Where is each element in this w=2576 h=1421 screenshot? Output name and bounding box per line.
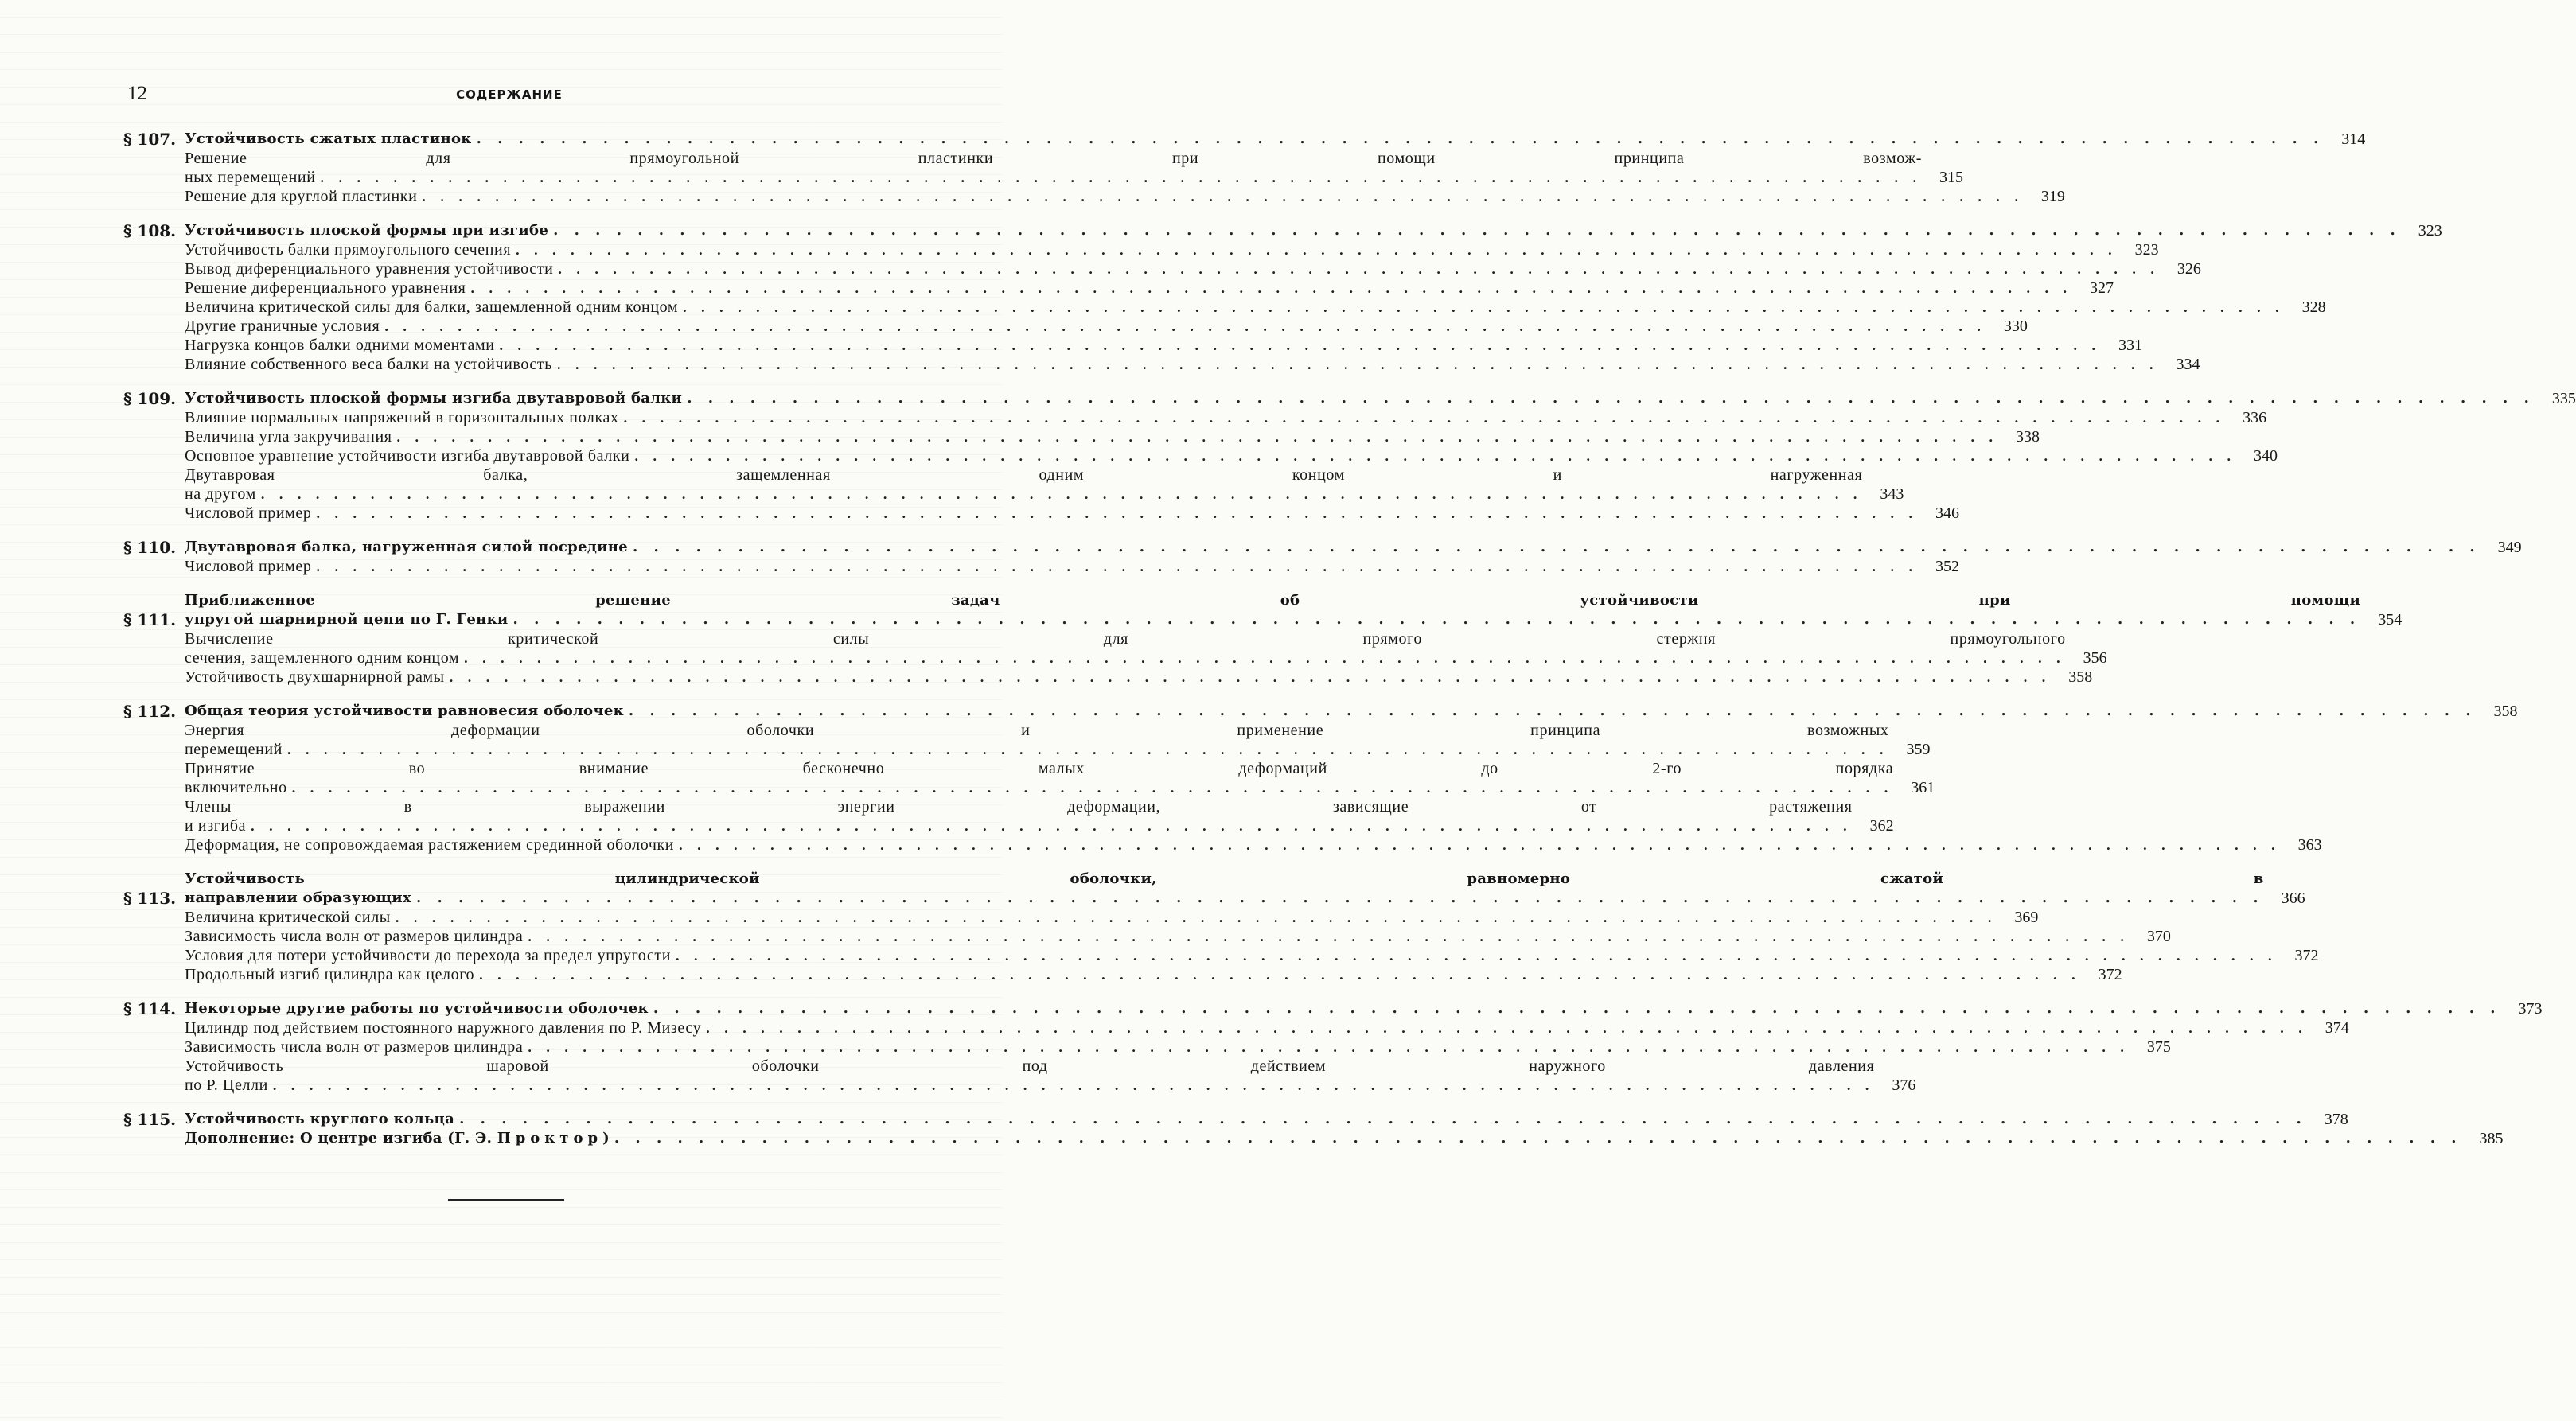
entry-text [185, 504, 1918, 523]
page-number: 12 [127, 83, 147, 104]
entry-leader-line [185, 946, 2278, 965]
dot-leader [422, 187, 2024, 206]
section-heading [123, 1110, 2348, 1129]
entry-leader-line [185, 130, 2324, 149]
entry-last-line: и изгиба [185, 817, 247, 835]
entry-leader-line [185, 317, 1986, 336]
entry-text [185, 427, 1998, 446]
entry-leader-line [185, 355, 2158, 374]
dot-leader [653, 999, 2501, 1018]
section-heading [123, 702, 2518, 721]
entry-last-line: на другом [185, 485, 256, 503]
entry-leader-line [185, 908, 1997, 927]
entry-text [185, 629, 2066, 668]
toc-entry [123, 759, 1935, 797]
entry-text [185, 336, 2101, 355]
toc-entry [123, 557, 1960, 576]
page-ref: 373 [2518, 1000, 2543, 1018]
toc-entry [123, 408, 2267, 427]
page-ref: 372 [2294, 947, 2319, 964]
entry-last-line: Устойчивость плоской формы при изгибе [185, 222, 549, 239]
dot-leader [614, 1129, 2462, 1148]
entry-text [185, 1057, 1874, 1095]
dot-leader [450, 668, 2052, 687]
page-ref: 315 [1939, 169, 1964, 186]
page-ref: 330 [2003, 317, 2028, 335]
entry-text [185, 946, 2278, 965]
toc-entry [123, 149, 1964, 187]
section-title [185, 999, 2501, 1018]
section-heading [123, 538, 2522, 557]
section-heading [123, 870, 2305, 908]
section-title [185, 591, 2360, 629]
toc-entry [123, 668, 2093, 687]
toc-entry [123, 187, 2065, 206]
page-ref: 328 [2301, 298, 2326, 316]
dot-leader [558, 259, 2160, 278]
page-ref: 338 [2016, 428, 2040, 446]
entry-line: Энергия деформации оболочки и применение принципа возможных [185, 722, 1889, 739]
entry-line: Члены в выражении энергии деформации, зависящие от растяжения [185, 798, 1853, 816]
toc-entry [123, 427, 2040, 446]
toc-entry [123, 965, 2122, 984]
page-ref: 331 [2118, 337, 2143, 354]
section-number: § 109. [123, 389, 177, 408]
entry-text [185, 668, 2051, 687]
dot-leader [464, 648, 2066, 668]
entry-leader-line [185, 835, 2281, 855]
entry-text [185, 259, 2160, 278]
entry-leader-line [185, 816, 1853, 835]
entry-leader-line [185, 504, 1918, 523]
entry-last-line: Решение для круглой пластинки [185, 188, 418, 205]
page-ref: 352 [1935, 558, 1960, 575]
entry-last-line: Цилиндр под действием постоянного наружного давления по Р. Мизесу [185, 1019, 702, 1037]
entry-leader-line [185, 187, 2024, 206]
dot-leader [479, 965, 2081, 984]
entry-last-line: Числовой пример [185, 504, 312, 522]
page-ref: 335 [2551, 390, 2576, 407]
dot-leader [459, 1110, 2307, 1129]
page-ref: 334 [2176, 356, 2200, 373]
toc-section [123, 389, 2576, 523]
entry-leader-line [185, 557, 1918, 576]
page-ref: 323 [2418, 222, 2442, 239]
entry-last-line: включительно [185, 779, 287, 796]
page-ref: 362 [1869, 817, 1894, 835]
entry-leader-line [185, 668, 2051, 687]
toc-entry [123, 298, 2326, 317]
entry-text [185, 408, 2225, 427]
toc-entry [123, 446, 2278, 465]
entry-last-line: Условия для потери устойчивости до перехода за предел упругости [185, 947, 671, 964]
page-ref: 372 [2098, 966, 2122, 983]
entry-text [185, 797, 1853, 835]
toc-entry [123, 1057, 1916, 1095]
section-heading [123, 591, 2403, 629]
entry-last-line: Другие граничные условия [185, 317, 380, 335]
toc-entry [123, 721, 1931, 759]
toc-entry [123, 797, 1894, 835]
toc-entry [123, 927, 2171, 946]
toc-entry [123, 908, 2039, 927]
entry-leader-line [185, 427, 1998, 446]
dot-leader [321, 168, 1923, 187]
entry-text [185, 1038, 2130, 1057]
entry-last-line: Вывод диференциального уравнения устойчивости [185, 260, 554, 278]
toc-entry [123, 1038, 2171, 1057]
table-of-contents [123, 130, 2576, 1148]
appendix-prefix: Дополнение: О центре изгиба (Г. Э. [185, 1130, 497, 1147]
appendix-title [185, 1129, 610, 1148]
entry-text [185, 465, 1862, 504]
entry-text [185, 759, 1893, 797]
entry-text [185, 446, 2236, 465]
toc-entry [123, 504, 1960, 523]
appendix-suffix: ) [602, 1130, 610, 1147]
page-ref: 354 [2378, 611, 2403, 629]
page-ref: 370 [2146, 928, 2171, 945]
entry-leader-line [185, 408, 2225, 427]
page-ref: 343 [1880, 485, 1904, 503]
entry-last-line: ных перемещений [185, 169, 316, 186]
entry-last-line: Величина угла закручивания [185, 428, 392, 446]
section-number: § 115. [123, 1110, 177, 1129]
entry-last-line: перемещений [185, 741, 283, 758]
dot-leader [557, 355, 2159, 374]
dot-leader [687, 389, 2535, 408]
dot-leader [634, 446, 2236, 465]
toc-entry [123, 317, 2028, 336]
section-title [185, 538, 2481, 557]
entry-text [185, 278, 2072, 298]
dot-leader [516, 240, 2118, 259]
entry-last-line: Устойчивость балки прямоугольного сечения [185, 241, 512, 259]
entry-last-line: Зависимость числа волн от размеров цилиндра [185, 1038, 524, 1056]
entry-leader-line [185, 999, 2501, 1018]
toc-section [123, 591, 2403, 687]
entry-last-line: Величина критической силы [185, 909, 391, 926]
section-title [185, 870, 2264, 908]
toc-entry [123, 629, 2107, 668]
appendix-entry [123, 1129, 2504, 1148]
page-ref: 326 [2177, 260, 2201, 278]
entry-text [185, 835, 2281, 855]
page-ref: 314 [2341, 130, 2366, 148]
entry-leader-line [185, 298, 2285, 317]
entry-last-line: по Р. Целли [185, 1076, 268, 1094]
entry-leader-line [185, 221, 2401, 240]
page-ref: 376 [1892, 1076, 1916, 1094]
page-ref: 359 [1906, 741, 1931, 758]
dot-leader [251, 816, 1853, 835]
toc-entry [123, 465, 1904, 504]
dot-leader [679, 835, 2281, 855]
section-number: § 111. [123, 610, 177, 629]
page-ref: 378 [2324, 1111, 2348, 1128]
entry-leader-line [185, 1110, 2307, 1129]
entry-line: Устойчивость шаровой оболочки под действием наружного давления [185, 1057, 1875, 1075]
toc-entry [123, 240, 2159, 259]
entry-text [185, 240, 2118, 259]
entry-last-line: направлении образующих [185, 890, 411, 906]
entry-text [185, 721, 1888, 759]
entry-text [185, 965, 2081, 984]
toc-entry [123, 946, 2319, 965]
section-number: § 112. [123, 702, 177, 721]
page-ref: 346 [1935, 504, 1960, 522]
section-number: § 114. [123, 999, 177, 1018]
entry-line: Вычисление критической силы для прямого стержня прямоугольного [185, 630, 2066, 648]
toc-section [123, 130, 2366, 206]
page-ref: 369 [2014, 909, 2039, 926]
appendix-text [185, 1129, 2462, 1148]
entry-leader-line [185, 485, 1862, 504]
entry-text [185, 557, 1918, 576]
section-heading [123, 999, 2543, 1018]
dot-leader [273, 1076, 1875, 1095]
toc-section [123, 999, 2543, 1095]
entry-line: Решение для прямоугольной пластинки при помощи принципа возмож- [185, 150, 1923, 167]
entry-leader-line [185, 965, 2081, 984]
appendix-author: Проктор [497, 1130, 603, 1147]
page-ref: 375 [2146, 1038, 2171, 1056]
dot-leader [528, 1038, 2130, 1057]
section-heading [123, 221, 2442, 240]
dot-leader [261, 485, 1863, 504]
page-ref: 358 [2068, 668, 2093, 686]
section-number: § 110. [123, 538, 177, 557]
dot-leader [477, 130, 2325, 149]
entry-last-line: Двутавровая балка, нагруженная силой посредине [185, 539, 628, 555]
dot-leader [397, 427, 1999, 446]
entry-leader-line [185, 702, 2477, 721]
entry-text [185, 927, 2130, 946]
entry-text [185, 298, 2285, 317]
toc-section [123, 702, 2518, 855]
entry-last-line: Продольный изгиб цилиндра как целого [185, 966, 475, 983]
entry-leader-line [185, 648, 2066, 668]
dot-leader [553, 221, 2401, 240]
entry-text [185, 355, 2158, 374]
entry-last-line: Основное уравнение устойчивости изгиба двутавровой балки [185, 447, 630, 465]
entry-last-line: Решение диференциального уравнения [185, 279, 466, 297]
entry-last-line: упругой шарнирной цепи по Г. Генки [185, 611, 509, 628]
dot-leader [396, 908, 1997, 927]
entry-last-line: Зависимость числа волн от размеров цилиндра [185, 928, 524, 945]
page-ref: 356 [2083, 649, 2107, 667]
dot-leader [317, 504, 1919, 523]
end-rule [448, 1199, 564, 1201]
entry-leader-line [185, 1076, 1874, 1095]
page-ref: 349 [2497, 539, 2522, 556]
entry-line: Принятие во внимание бесконечно малых деформаций до 2-го порядка [185, 760, 1894, 777]
toc-entry [123, 259, 2201, 278]
toc-entry [123, 355, 2200, 374]
toc-entry [123, 336, 2143, 355]
entry-last-line: Величина критической силы для балки, защемленной одним концом [185, 298, 679, 316]
entry-leader-line [185, 168, 1922, 187]
section-number: § 113. [123, 889, 177, 908]
entry-last-line: Числовой пример [185, 558, 312, 575]
section-title [185, 221, 2401, 240]
page-ref: 361 [1911, 779, 1935, 796]
entry-leader-line [185, 927, 2130, 946]
section-heading [123, 130, 2366, 149]
toc-entry [123, 278, 2114, 298]
dot-leader [317, 557, 1919, 576]
entry-leader-line [185, 278, 2072, 298]
entry-text [185, 908, 1997, 927]
page-ref: 385 [2479, 1130, 2504, 1147]
entry-leader-line [185, 889, 2264, 908]
section-number: § 108. [123, 221, 177, 240]
entry-text [185, 149, 1922, 187]
section-number: § 107. [123, 130, 177, 149]
dot-leader [287, 740, 1889, 759]
running-head [127, 80, 891, 111]
page-ref: 327 [2089, 279, 2114, 297]
dot-leader [528, 927, 2130, 946]
section-heading [123, 389, 2576, 408]
entry-last-line: Общая теория устойчивости равновесия оболочек [185, 703, 624, 719]
entry-leader-line [185, 538, 2481, 557]
section-title [185, 702, 2477, 721]
page-ref: 358 [2493, 703, 2518, 720]
entry-text [185, 187, 2024, 206]
toc-section [123, 538, 2522, 576]
entry-line: Двутавровая балка, защемленная одним концом и нагруженная [185, 466, 1863, 484]
entry-last-line: Деформация, не сопровождаемая растяжением срединной оболочки [185, 836, 675, 854]
section-title [185, 389, 2535, 408]
dot-leader [676, 946, 2278, 965]
entry-last-line: сечения, защемленного одним концом [185, 649, 460, 667]
toc-entry [123, 1018, 2349, 1038]
page-ref: 374 [2325, 1019, 2349, 1037]
dot-leader [683, 298, 2285, 317]
entry-leader-line [185, 1129, 2462, 1148]
toc-section [123, 1110, 2504, 1148]
page-ref: 336 [2243, 409, 2267, 426]
entry-line: Приближенное решение задач об устойчивости при помощи [185, 592, 2361, 609]
dot-leader [292, 778, 1894, 797]
entry-leader-line [185, 389, 2535, 408]
dot-leader [500, 336, 2102, 355]
dot-leader [629, 702, 2477, 721]
entry-line: Устойчивость цилиндрической оболочки, равномерно сжатой в [185, 870, 2264, 887]
entry-leader-line [185, 610, 2360, 629]
entry-last-line: Нагрузка концов балки одними моментами [185, 337, 495, 354]
entry-last-line: Устойчивость двухшарнирной рамы [185, 668, 445, 686]
entry-text [185, 317, 1986, 336]
toc-section [123, 870, 2319, 984]
dot-leader [416, 889, 2264, 908]
running-head-title: СОДЕРЖАНИЕ [456, 88, 563, 102]
entry-leader-line [185, 1018, 2308, 1038]
page-ref: 366 [2281, 890, 2305, 907]
dot-leader [624, 408, 2226, 427]
entry-last-line: Устойчивость плоской формы изгиба двутавровой балки [185, 390, 683, 407]
page-ref: 323 [2134, 241, 2159, 259]
page-ref: 319 [2040, 188, 2065, 205]
entry-leader-line [185, 1038, 2130, 1057]
entry-leader-line [185, 336, 2101, 355]
dot-leader [513, 610, 2361, 629]
section-title [185, 1110, 2307, 1129]
entry-last-line: Влияние нормальных напряжений в горизонтальных полках [185, 409, 619, 426]
entry-last-line: Устойчивость круглого кольца [185, 1111, 455, 1127]
page-ref: 340 [2253, 447, 2278, 465]
entry-leader-line [185, 446, 2236, 465]
dot-leader [470, 278, 2072, 298]
entry-leader-line [185, 240, 2118, 259]
entry-last-line: Устойчивость сжатых пластинок [185, 130, 472, 147]
entry-last-line: Влияние собственного веса балки на устойчивость [185, 356, 552, 373]
section-title [185, 130, 2324, 149]
dot-leader [633, 538, 2481, 557]
entry-leader-line [185, 259, 2160, 278]
dot-leader [384, 317, 1986, 336]
entry-leader-line [185, 740, 1888, 759]
entry-text [185, 1018, 2308, 1038]
dot-leader [706, 1018, 2308, 1038]
page-ref: 363 [2297, 836, 2322, 854]
entry-leader-line [185, 778, 1893, 797]
entry-last-line: Некоторые другие работы по устойчивости оболочек [185, 1000, 649, 1017]
toc-entry [123, 835, 2322, 855]
toc-section [123, 221, 2442, 374]
